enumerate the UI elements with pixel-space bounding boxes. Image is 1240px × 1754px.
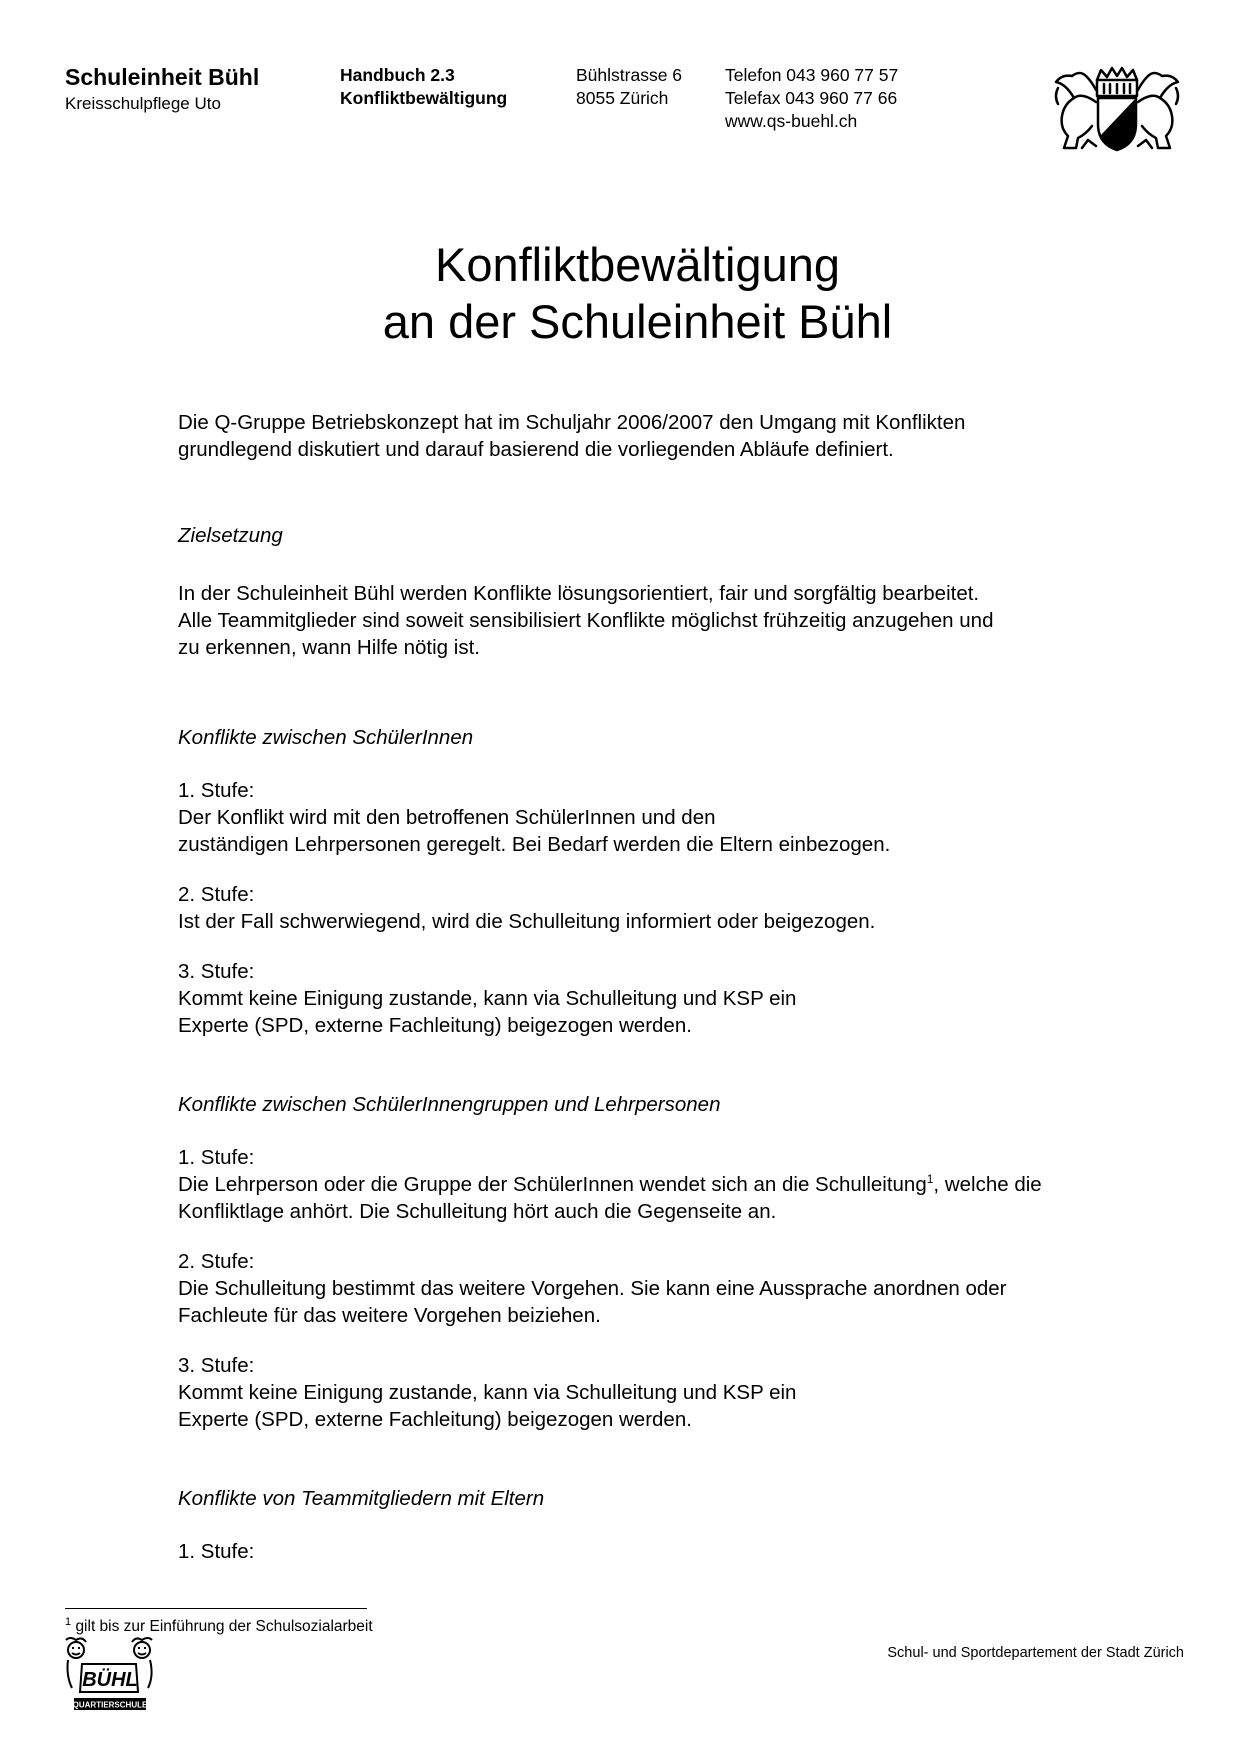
stufe-text: Ist der Fall schwerwiegend, wird die Schulleitung informiert oder beigezogen. — [178, 910, 876, 933]
section2-stufe-1 — [178, 1144, 1178, 1225]
stufe-text: zuständigen Lehrpersonen geregelt. Bei Bedarf werden die Eltern einbezogen. — [178, 833, 891, 856]
contact-block — [725, 64, 898, 133]
section2-stufe-3 — [178, 1352, 1178, 1433]
section-heading-gruppen: Konflikte zwischen SchülerInnengruppen und Lehrpersonen — [178, 1093, 721, 1116]
stufe-label: 3. Stufe: — [178, 1354, 255, 1377]
title-line-2: an der Schuleinheit Bühl — [382, 295, 893, 348]
fax: Telefax 043 960 77 66 — [725, 88, 898, 108]
zielsetzung-heading: Zielsetzung — [178, 524, 283, 547]
section1-stufe-2 — [178, 881, 1178, 935]
stufe-text: Experte (SPD, externe Fachleitung) beigezogen werden. — [178, 1014, 692, 1037]
intro-line: Die Q-Gruppe Betriebskonzept hat im Schuljahr 2006/2007 den Umgang mit Konflikten — [178, 411, 966, 434]
stufe-text: Der Konflikt wird mit den betroffenen SchülerInnen und den — [178, 806, 716, 829]
school-name: Schuleinheit Bühl — [65, 64, 260, 90]
buehl-school-logo — [62, 1636, 158, 1714]
footnote-separator — [65, 1608, 367, 1609]
section1-stufe-1 — [178, 777, 1178, 858]
stufe-text: Fachleute für das weitere Vorgehen beiziehen. — [178, 1304, 601, 1327]
stufe-text-part: , welche die — [933, 1173, 1042, 1196]
intro-paragraph — [178, 409, 1178, 463]
zielsetzung-line: Alle Teammitglieder sind soweit sensibilisiert Konflikte möglichst frühzeitig anzugehen und — [178, 609, 994, 632]
section-heading-eltern: Konflikte von Teammitgliedern mit Eltern — [178, 1487, 545, 1510]
phone: Telefon 043 960 77 57 — [725, 65, 899, 85]
handbook-topic: Konfliktbewältigung — [340, 88, 508, 108]
title-line-1: Konfliktbewältigung — [435, 238, 840, 291]
stufe-text — [178, 1171, 1178, 1198]
street: Bühlstrasse 6 — [576, 65, 683, 85]
stufe-label: 2. Stufe: — [178, 883, 255, 906]
stufe-label: 1. Stufe: — [178, 779, 255, 802]
handbook-info — [340, 64, 507, 110]
zielsetzung-line: In der Schuleinheit Bühl werden Konflikte lösungsorientiert, fair und sorgfältig bearbeitet. — [178, 582, 980, 605]
footnote-reference[interactable]: 1 — [926, 1172, 934, 1187]
stufe-label: 2. Stufe: — [178, 1250, 255, 1273]
stufe-text: Kommt keine Einigung zustande, kann via Schulleitung und KSP ein — [178, 987, 797, 1010]
footnote-number: 1 — [65, 1615, 72, 1628]
logo-caption: QUARTIERSCHULE — [72, 1700, 148, 1710]
logo-wordmark: BÜHL — [82, 1669, 138, 1691]
department-footer: Schul- und Sportdepartement der Stadt Zürich — [887, 1645, 1184, 1661]
stufe-text: Experte (SPD, externe Fachleitung) beigezogen werden. — [178, 1408, 692, 1431]
footnote-text: gilt bis zur Einführung der Schulsozialarbeit — [75, 1618, 373, 1635]
section-heading-schueler: Konflikte zwischen SchülerInnen — [178, 726, 474, 749]
page-title — [0, 236, 1240, 350]
stufe-text-part: Die Lehrperson oder die Gruppe der SchülerInnen wendet sich an die Schulleitung — [178, 1173, 927, 1196]
section2-stufe-2 — [178, 1248, 1178, 1329]
stufe-label: 1. Stufe: — [178, 1540, 255, 1563]
stufe-label: 3. Stufe: — [178, 960, 255, 983]
website-link[interactable]: www.qs-buehl.ch — [725, 111, 858, 131]
section1-stufe-3 — [178, 958, 1178, 1039]
school-authority: Kreisschulpflege Uto — [65, 94, 221, 113]
section3-stufe-1 — [178, 1538, 1178, 1565]
intro-line: grundlegend diskutiert und darauf basierend die vorliegenden Abläufe definiert. — [178, 438, 894, 461]
address-block — [576, 64, 682, 110]
stufe-text: Konfliktlage anhört. Die Schulleitung hört auch die Gegenseite an. — [178, 1200, 777, 1223]
footnote — [65, 1615, 373, 1636]
zielsetzung-paragraph — [178, 580, 1178, 661]
zurich-coat-of-arms-icon — [1052, 62, 1182, 154]
city: 8055 Zürich — [576, 88, 669, 108]
stufe-text: Die Schulleitung bestimmt das weitere Vorgehen. Sie kann eine Aussprache anordnen oder — [178, 1277, 1007, 1300]
handbook-number: Handbuch 2.3 — [340, 65, 455, 85]
stufe-text: Kommt keine Einigung zustande, kann via Schulleitung und KSP ein — [178, 1381, 797, 1404]
stufe-label: 1. Stufe: — [178, 1146, 255, 1169]
zielsetzung-line: zu erkennen, wann Hilfe nötig ist. — [178, 636, 480, 659]
